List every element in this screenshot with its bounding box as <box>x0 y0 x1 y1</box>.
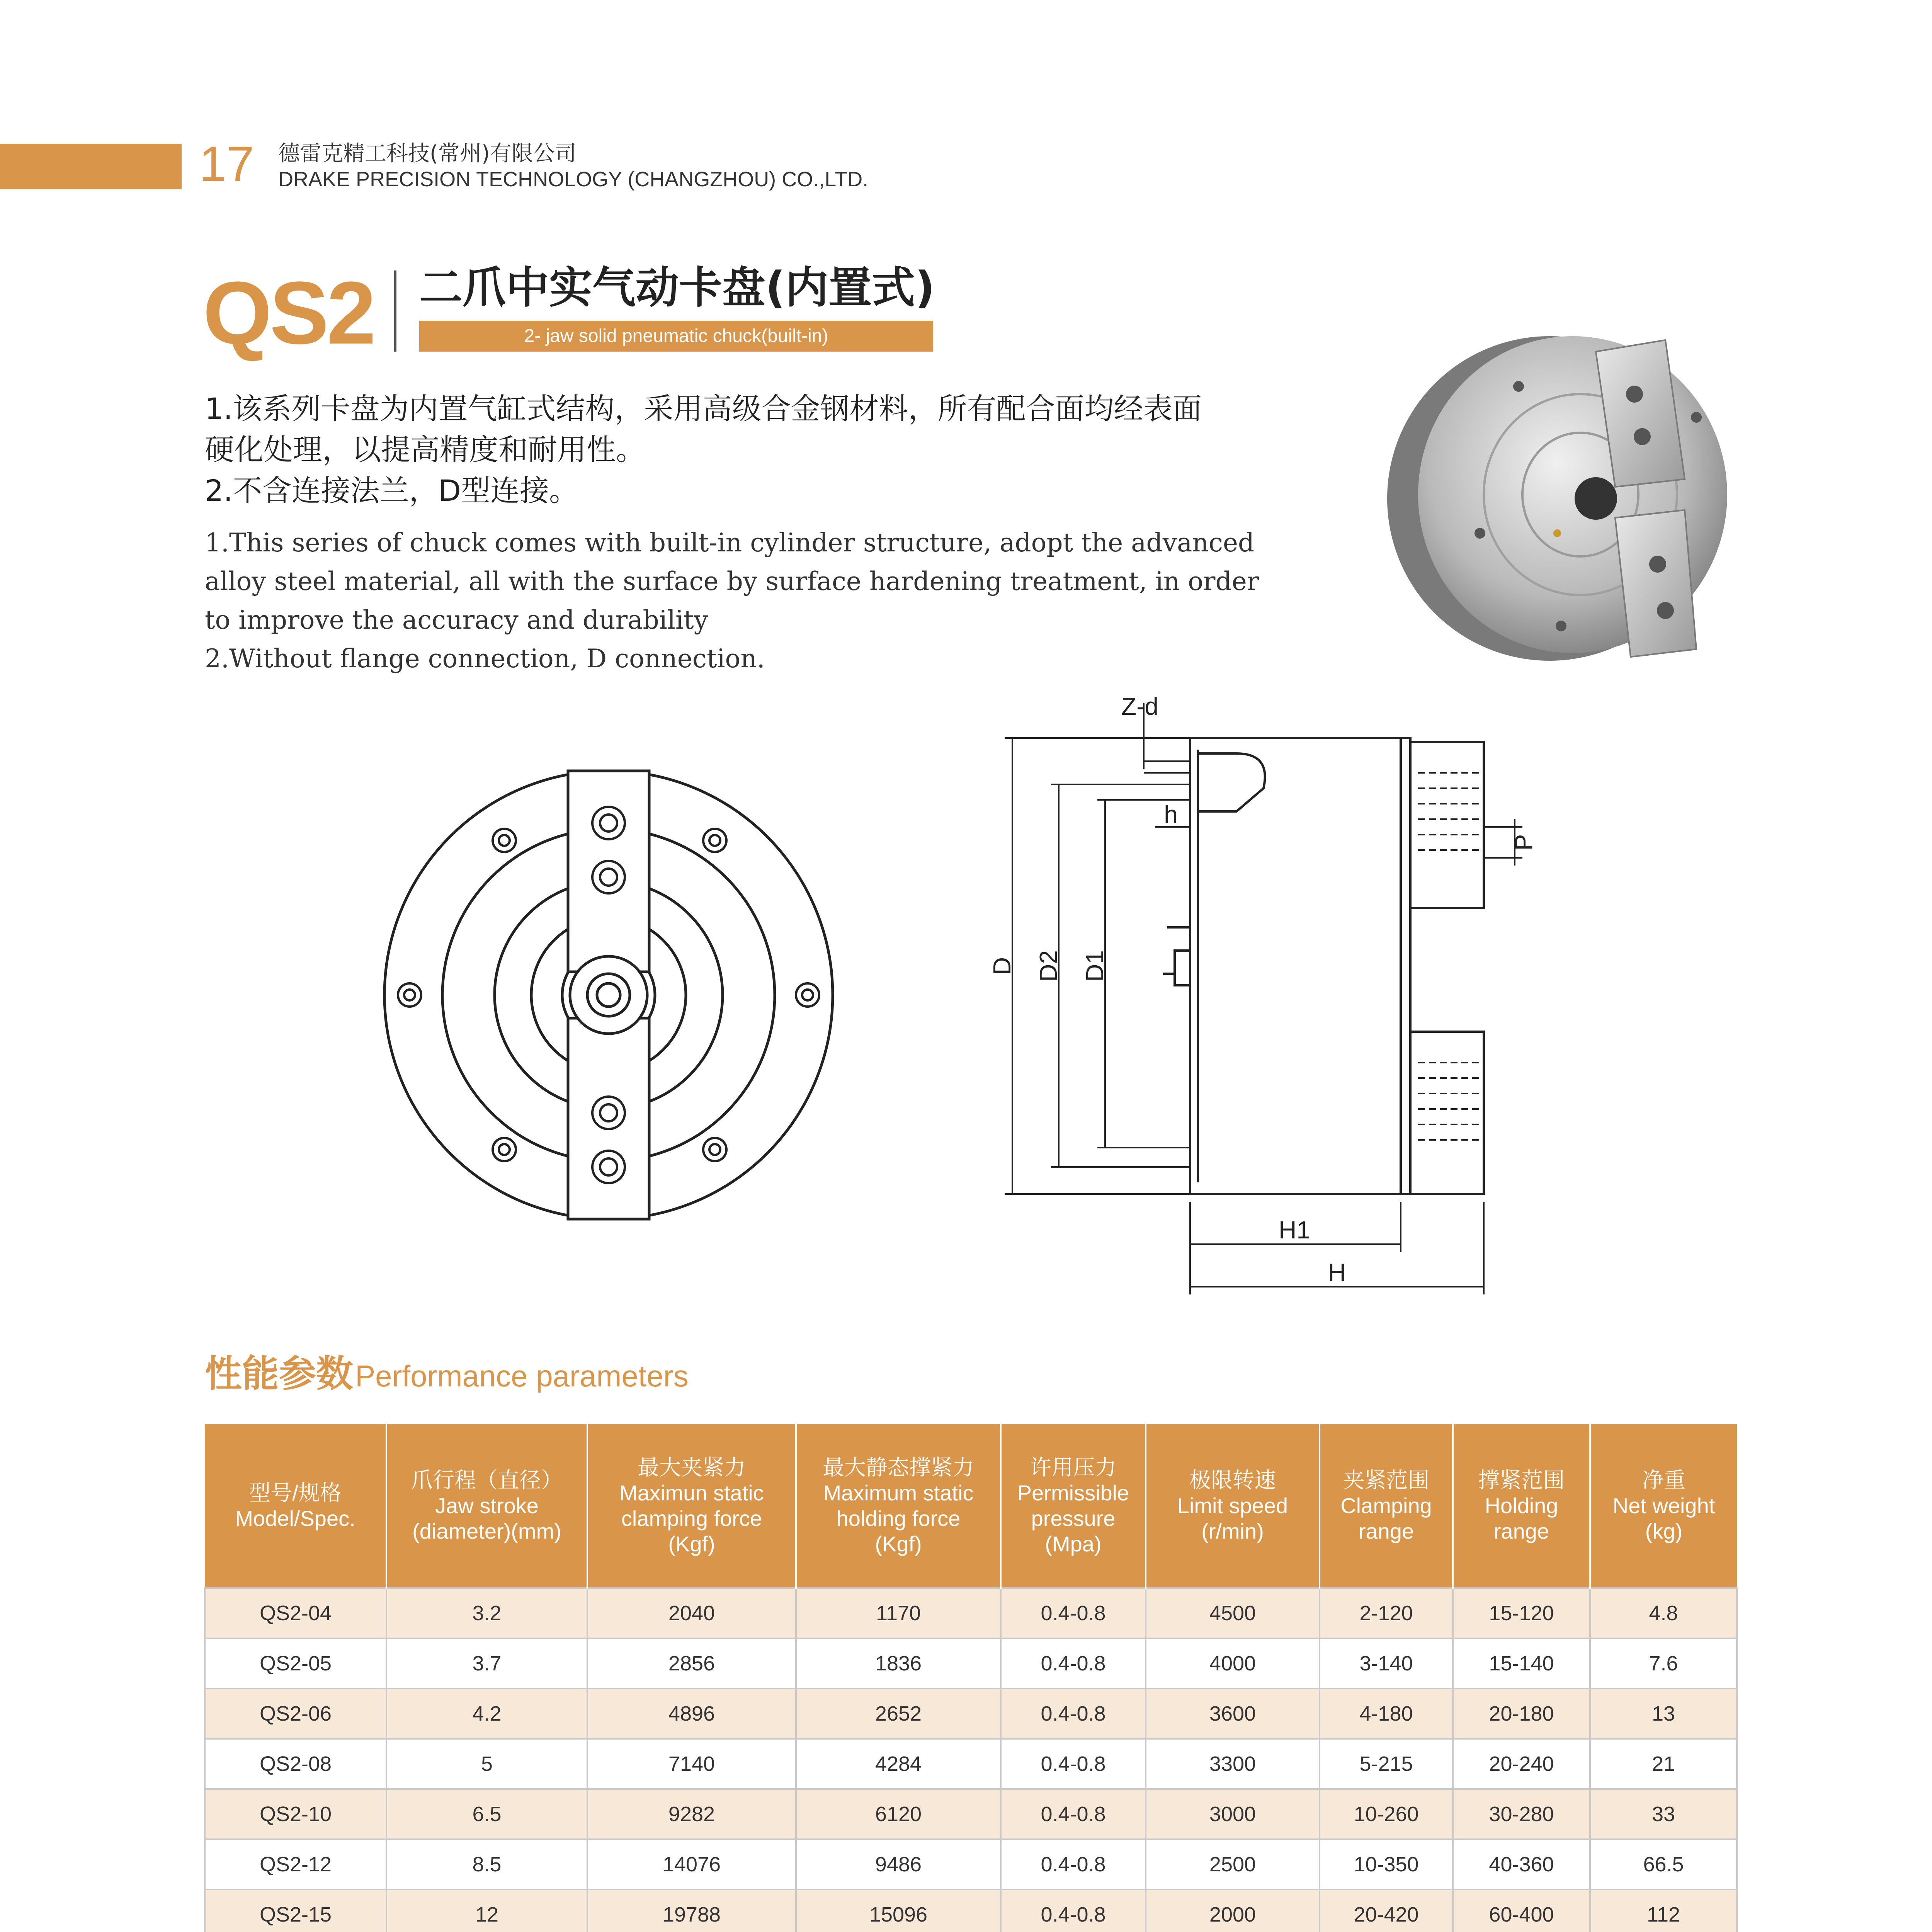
column-header-line: Maximun static <box>619 1480 764 1505</box>
column-header <box>1320 1424 1453 1588</box>
table-row <box>205 1839 1737 1889</box>
column-header-line: (Mpa) <box>1045 1531 1102 1556</box>
value-cell: 3-140 <box>1320 1638 1453 1689</box>
bolt-hole <box>1626 386 1643 403</box>
value-cell: 5 <box>386 1739 587 1789</box>
model-cell: QS2-05 <box>205 1638 386 1689</box>
value-cell: 8.5 <box>386 1839 587 1889</box>
label-d: D <box>988 957 1016 975</box>
company-name-en: DRAKE PRECISION TECHNOLOGY (CHANGZHOU) CO.,LTD. <box>278 168 869 191</box>
column-header <box>1453 1424 1590 1588</box>
value-cell: 7.6 <box>1590 1638 1737 1689</box>
column-header-line: Holding <box>1485 1493 1558 1518</box>
label-d1: D1 <box>1081 950 1109 982</box>
column-header-line: range <box>1358 1519 1414 1543</box>
column-header-line: 型号/规格 <box>249 1480 342 1505</box>
column-header-line: Permissible <box>1017 1480 1129 1505</box>
value-cell: 5-215 <box>1320 1739 1453 1789</box>
value-cell: 0.4-0.8 <box>1001 1739 1146 1789</box>
value-cell: 14076 <box>587 1839 796 1889</box>
column-header-line: Maximum static <box>823 1480 974 1505</box>
table-row <box>205 1588 1737 1638</box>
column-header <box>386 1424 587 1588</box>
description-en-line: alloy steel material, all with the surface by surface hardening treatment, in order <box>205 566 1259 596</box>
table-row <box>205 1889 1737 1932</box>
column-header-line: 净重 <box>1642 1468 1685 1492</box>
column-header <box>1146 1424 1320 1588</box>
column-header-line: (Kgf) <box>668 1531 715 1556</box>
product-code: QS2 <box>203 263 374 362</box>
value-cell: 3300 <box>1146 1739 1320 1789</box>
value-cell: 1836 <box>796 1638 1001 1689</box>
bolt-hole <box>1634 428 1651 445</box>
model-cell: QS2-10 <box>205 1789 386 1839</box>
column-header-line: range <box>1493 1519 1549 1543</box>
model-cell: QS2-15 <box>205 1889 386 1932</box>
table-row <box>205 1739 1737 1789</box>
product-title-cn: 二爪中实气动卡盘(内置式) <box>419 263 935 313</box>
value-cell: 6.5 <box>386 1789 587 1839</box>
value-cell: 33 <box>1590 1789 1737 1839</box>
value-cell: 66.5 <box>1590 1839 1737 1889</box>
column-header-line: 撑紧范围 <box>1478 1468 1565 1492</box>
jaw-bottom-outline <box>568 1018 649 1219</box>
description-cn <box>205 388 1403 511</box>
value-cell: 4-180 <box>1320 1689 1453 1739</box>
value-cell: 4000 <box>1146 1638 1320 1689</box>
value-cell: 0.4-0.8 <box>1001 1588 1146 1638</box>
header-accent-bar <box>0 144 182 189</box>
value-cell: 3000 <box>1146 1789 1320 1839</box>
table-row <box>205 1789 1737 1839</box>
column-header-line: (kg) <box>1645 1519 1683 1543</box>
column-header-line: Jaw stroke <box>435 1493 539 1518</box>
column-header-line: clamping force <box>621 1506 762 1531</box>
jaw-upper-side <box>1410 742 1484 908</box>
column-header-line: 最大静态撑紧力 <box>823 1455 974 1480</box>
model-cell: QS2-06 <box>205 1689 386 1739</box>
column-header <box>1590 1424 1737 1588</box>
column-header-line: Clamping <box>1340 1493 1432 1518</box>
value-cell: 12 <box>386 1889 587 1932</box>
label-zd: Z-d <box>1121 692 1158 720</box>
value-cell: 3.7 <box>386 1638 587 1689</box>
column-header-line: Net weight <box>1612 1493 1715 1518</box>
value-cell: 2-120 <box>1320 1588 1453 1638</box>
model-cell: QS2-04 <box>205 1588 386 1638</box>
column-header-line: 夹紧范围 <box>1343 1468 1430 1492</box>
value-cell: 0.4-0.8 <box>1001 1889 1146 1932</box>
chuck-body-outline <box>1190 738 1410 1194</box>
product-title-en: 2- jaw solid pneumatic chuck(built-in) <box>419 321 933 352</box>
column-header <box>205 1424 386 1588</box>
model-cell: QS2-08 <box>205 1739 386 1789</box>
value-cell: 0.4-0.8 <box>1001 1689 1146 1739</box>
value-cell: 1170 <box>796 1588 1001 1638</box>
value-cell: 20-240 <box>1453 1739 1590 1789</box>
column-header-line: 极限转速 <box>1189 1468 1276 1492</box>
performance-heading-en: Performance parameters <box>355 1359 689 1393</box>
value-cell: 15-140 <box>1453 1638 1590 1689</box>
value-cell: 20-420 <box>1320 1889 1453 1932</box>
column-header-line: (Kgf) <box>875 1531 922 1556</box>
value-cell: 4.8 <box>1590 1588 1737 1638</box>
description-en-line: 1.This series of chuck comes with built-in cylinder structure, adopt the advanced <box>205 528 1255 558</box>
column-header-line: (diameter)(mm) <box>412 1519 561 1543</box>
bolt-hole <box>1657 602 1674 619</box>
description-en-line: to improve the accuracy and durability <box>205 605 708 635</box>
jaw-top-outline <box>568 771 649 972</box>
value-cell: 13 <box>1590 1689 1737 1739</box>
performance-heading-cn: 性能参数 <box>205 1352 353 1395</box>
product-photo <box>1379 317 1766 688</box>
company-name-cn: 德雷克精工科技(常州)有限公司 <box>278 141 577 166</box>
value-cell: 4896 <box>587 1689 796 1739</box>
value-cell: 7140 <box>587 1739 796 1789</box>
description-cn-line: 1.该系列卡盘为内置气缸式结构，采用高级合金钢材料，所有配合面均经表面 <box>205 391 1202 426</box>
value-cell: 3600 <box>1146 1689 1320 1739</box>
value-cell: 2040 <box>587 1588 796 1638</box>
description-cn-line: 2.不含连接法兰，D型连接。 <box>205 473 579 508</box>
label-p: P <box>1510 834 1537 851</box>
page-number: 17 <box>199 136 254 192</box>
value-cell: 15096 <box>796 1889 1001 1932</box>
value-cell: 112 <box>1590 1889 1737 1932</box>
value-cell: 2652 <box>796 1689 1001 1739</box>
value-cell: 9486 <box>796 1839 1001 1889</box>
value-cell: 20-180 <box>1453 1689 1590 1739</box>
value-cell: 4284 <box>796 1739 1001 1789</box>
table-row <box>205 1689 1737 1739</box>
value-cell: 15-120 <box>1453 1588 1590 1638</box>
model-cell: QS2-12 <box>205 1839 386 1889</box>
description-cn-line: 硬化处理，以提高精度和耐用性。 <box>205 432 645 467</box>
description-en-line: 2.Without flange connection, D connection. <box>205 644 765 673</box>
performance-table <box>204 1424 1738 1932</box>
column-header <box>796 1424 1001 1588</box>
column-header-line: Limit speed <box>1177 1493 1288 1518</box>
value-cell: 10-260 <box>1320 1789 1453 1839</box>
performance-heading <box>205 1352 689 1406</box>
label-h-total: H <box>1328 1259 1346 1286</box>
value-cell: 4500 <box>1146 1588 1320 1638</box>
column-header-line: 爪行程（直径） <box>411 1468 563 1492</box>
side-view-drawing <box>935 672 1537 1321</box>
value-cell: 2500 <box>1146 1839 1320 1889</box>
label-h1: H1 <box>1279 1216 1310 1244</box>
value-cell: 0.4-0.8 <box>1001 1789 1146 1839</box>
column-header <box>587 1424 796 1588</box>
column-header-line: pressure <box>1031 1506 1116 1531</box>
value-cell: 6120 <box>796 1789 1001 1839</box>
value-cell: 21 <box>1590 1739 1737 1789</box>
column-header-line: holding force <box>836 1506 961 1531</box>
table-row <box>205 1638 1737 1689</box>
value-cell: 3.2 <box>386 1588 587 1638</box>
column-header-line: (r/min) <box>1201 1519 1264 1543</box>
column-header-line: 最大夹紧力 <box>638 1455 746 1480</box>
label-h: h <box>1164 801 1178 828</box>
value-cell: 2000 <box>1146 1889 1320 1932</box>
value-cell: 60-400 <box>1453 1889 1590 1932</box>
front-view-drawing <box>371 753 854 1236</box>
description-en <box>205 524 1403 678</box>
value-cell: 10-350 <box>1320 1839 1453 1889</box>
value-cell: 30-280 <box>1453 1789 1590 1839</box>
column-header-line: Model/Spec. <box>235 1506 355 1531</box>
value-cell: 0.4-0.8 <box>1001 1839 1146 1889</box>
value-cell: 0.4-0.8 <box>1001 1638 1146 1689</box>
column-header-line: 许用压力 <box>1030 1455 1117 1480</box>
label-d2: D2 <box>1034 950 1062 982</box>
title-divider <box>394 270 396 352</box>
value-cell: 2856 <box>587 1638 796 1689</box>
column-header <box>1001 1424 1146 1588</box>
value-cell: 9282 <box>587 1789 796 1839</box>
jaw-lower-side <box>1410 1032 1484 1194</box>
value-cell: 40-360 <box>1453 1839 1590 1889</box>
value-cell: 4.2 <box>386 1689 587 1739</box>
value-cell: 19788 <box>587 1889 796 1932</box>
center-bore <box>1575 477 1617 520</box>
performance-header-row <box>205 1424 1737 1588</box>
bolt-hole <box>1649 556 1666 573</box>
